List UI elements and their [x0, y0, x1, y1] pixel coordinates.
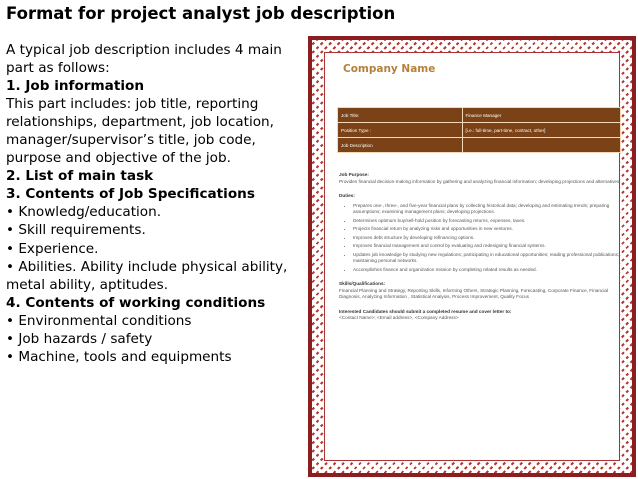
- duty-item: • Prepares one-, three-, and five-year financial plans by collecting historical data; developing and estimating trends; preparing assumptions; examining management plans; developing projections.: [353, 203, 621, 216]
- job-info-table: [337, 107, 621, 153]
- skills-text: Financial Planning and Strategy, Reporting Skills, Informing Others, Strategic Planning, Forecasting, Corporate Finance, Financial Diagnosis, Analyzing Information , Statistical Analysis, Process Improvement, Quality Focus: [339, 287, 609, 299]
- section-heading-main-task: 2. List of main task: [6, 168, 154, 185]
- spec-item: • Skill requirements.: [6, 221, 298, 239]
- section-heading-job-specifications: 3. Contents of Job Specifications: [6, 186, 255, 203]
- intro-text: A typical job description includes 4 main part as follows:: [6, 42, 282, 77]
- spec-item: • Knowledg/education.: [6, 203, 298, 221]
- duty-item: • Improves financial management and control by evaluating and redesigning financial systems.: [353, 243, 621, 250]
- duty-item: • Projects financial return by analyzing risks and opportunities in new ventures.: [353, 226, 621, 233]
- spec-item: • Abilities. Ability include physical ability, metal ability, aptitudes.: [6, 258, 298, 294]
- table-row: [338, 123, 621, 138]
- duty-item: • Determines optimum buy/sell-hold position by forecasting returns, expenses, taxes.: [353, 218, 621, 225]
- document-preview: [308, 36, 636, 477]
- condition-item: • Environmental conditions: [6, 312, 298, 330]
- duties-list: [339, 203, 621, 274]
- section-heading-job-information: 1. Job information: [6, 78, 145, 95]
- job-information-text: This part includes: job title, reporting relationships, department, job location, manager/supervisor’s title, job code, purpose and objective of the job.: [6, 96, 274, 167]
- purpose-heading: Job Purpose:: [339, 172, 369, 177]
- table-label: Job Title:: [338, 108, 463, 123]
- table-label: Position Type :: [338, 123, 463, 138]
- apply-heading: Interested Candidates should submit a completed resume and cover letter to:: [339, 308, 512, 314]
- table-row: [338, 108, 621, 123]
- apply-text: <Contact Name>; <Email address>, <Company Address>: [339, 315, 459, 320]
- skills-heading: Skills/Qualifications:: [339, 281, 386, 286]
- duty-item: • Accomplishes finance and organization mission by completing related results as needed.: [353, 267, 621, 274]
- duty-item: • Improves debt structure by developing refinancing options.: [353, 235, 621, 242]
- condition-item: • Machine, tools and equipments: [6, 348, 298, 366]
- spec-item: • Experience.: [6, 240, 298, 258]
- purpose-text: Provides financial decision-making information by gathering and analyzing financial information; developing projections and alternatives.: [339, 178, 621, 184]
- table-label: Job Description: [338, 138, 463, 153]
- duties-heading: Duties:: [339, 193, 355, 198]
- table-value: [462, 138, 620, 153]
- document-page: [324, 52, 620, 461]
- condition-item: • Job hazards / safety: [6, 330, 298, 348]
- section-heading-working-conditions: 4. Contents of working conditions: [6, 294, 266, 311]
- duty-item: • Updates job knowledge by studying new regulations; participating in educational opportunities; reading professional publications; maintaining personal networks.: [353, 252, 621, 265]
- company-name: Company Name: [343, 63, 436, 75]
- table-value: [i.e.: full-time, part-time, contract, other]: [462, 123, 620, 138]
- document-body: [339, 168, 621, 322]
- table-row: [338, 138, 621, 153]
- slide-title: Format for project analyst job description: [6, 4, 396, 23]
- table-value: Finance Manager: [462, 108, 620, 123]
- description-text: [6, 41, 298, 366]
